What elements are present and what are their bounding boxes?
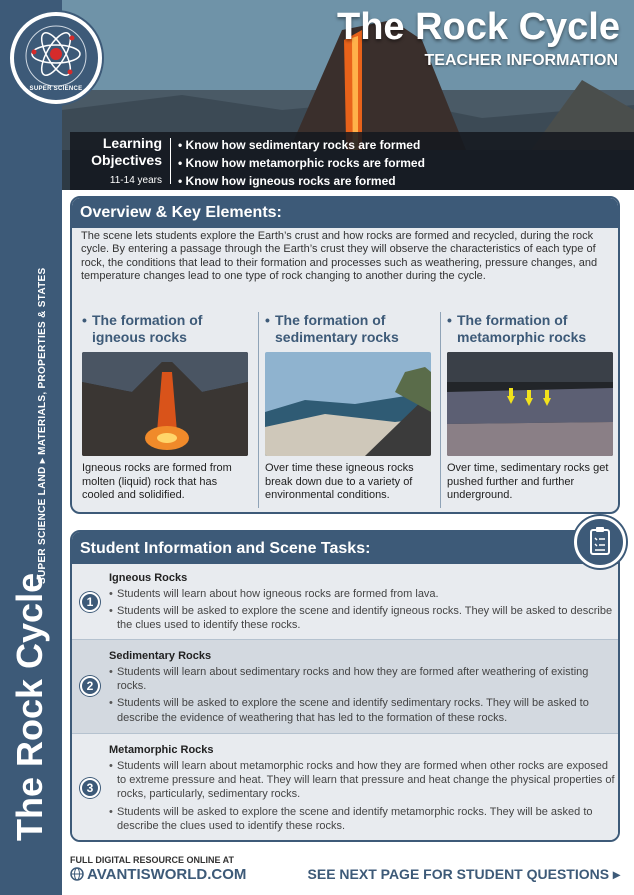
overview-columns — [72, 312, 618, 512]
objective-item: • Know how igneous rocks are formed — [178, 174, 396, 188]
sidebar-vertical-title: The Rock Cycle — [9, 572, 50, 841]
task-title: Metamorphic Rocks — [109, 744, 214, 756]
age-range: 11-14 years — [109, 175, 162, 186]
task-bullets — [109, 665, 615, 728]
overview-text: The scene lets students explore the Earth’s crust and how rocks are formed and recycled, during the rock cycle. By entering a passage through the Earth’s crust they will observe the characteristics of each type of rock, the conditions that lead to their formation and processes such as weathering, pressure changes, and temperature changes lead to one type of rock changing to another during the cycle. — [81, 230, 598, 282]
task-title: Sedimentary Rocks — [109, 650, 212, 662]
footer-label: FULL DIGITAL RESOURCE ONLINE AT — [70, 855, 234, 865]
website-link[interactable] — [70, 866, 246, 883]
clipboard-glyph — [577, 519, 623, 565]
task-metamorphic — [72, 734, 620, 842]
divider — [170, 138, 171, 184]
overview-panel — [70, 196, 620, 514]
objective-item: • Know how sedimentary rocks are formed — [178, 138, 421, 152]
task-number: 2 — [80, 676, 100, 696]
task-bullet: • Students will learn about how igneous rocks are formed from lava. — [109, 587, 615, 601]
column-divider — [440, 312, 441, 508]
volcano-image — [82, 352, 248, 456]
task-bullet: • Students will be asked to explore the scene and identify metamorphic rocks. They will be asked to describe the clues used to identify these rocks. — [109, 805, 615, 833]
clipboard-icon — [574, 516, 626, 568]
task-number: 1 — [80, 592, 100, 612]
learning-objectives — [70, 132, 634, 190]
column-caption: Igneous rocks are formed from molten (liquid) rock that has cooled and solidified. — [82, 462, 232, 501]
task-bullet: • Students will learn about sedimentary rocks and how they are formed after weathering of existing rocks. — [109, 665, 615, 693]
column-sedimentary — [265, 312, 431, 508]
column-heading: • The formation of metamorphic rocks — [447, 312, 613, 346]
task-sedimentary — [72, 640, 620, 734]
task-bullet: • Students will be asked to explore the scene and identify igneous rocks. They will be asked to describe the clues used to identify these rocks. — [109, 604, 615, 632]
sidebar — [0, 0, 62, 895]
column-heading: • The formation of igneous rocks — [82, 312, 248, 346]
column-caption: Over time these igneous rocks break down due to a variety of environmental conditions. — [265, 462, 414, 501]
metamorphic-image — [447, 352, 613, 456]
objectives-list — [178, 136, 425, 190]
igneous-image — [82, 352, 248, 456]
globe-icon — [70, 867, 84, 881]
header-banner — [62, 0, 634, 190]
objectives-label: Learning Objectives — [91, 135, 162, 168]
page-subtitle: TEACHER INFORMATION — [424, 52, 618, 69]
landscape-image — [265, 352, 431, 456]
page-title: The Rock Cycle — [337, 6, 620, 48]
super-science-logo — [10, 12, 102, 104]
column-caption: Over time, sedimentary rocks get pushed further and further underground. — [447, 462, 609, 501]
task-bullet: • Students will learn about metamorphic rocks and how they are formed when other rocks are exposed to extreme pressure and heat. They will learn that pressure and heat change the physical properties of rocks, particularly, sedimentary rocks. — [109, 759, 615, 802]
rock-layers-image — [447, 352, 613, 456]
tasks-title: Student Information and Scene Tasks: — [80, 540, 371, 557]
task-title: Igneous Rocks — [109, 572, 188, 584]
task-igneous — [72, 564, 620, 640]
tasks-panel — [70, 530, 620, 842]
task-bullets — [109, 587, 615, 636]
column-igneous — [82, 312, 248, 508]
column-divider — [258, 312, 259, 508]
sidebar-subtitle: SUPER SCIENCE LAND ▸ MATERIALS, PROPERTIES & STATES — [37, 267, 48, 584]
column-heading: • The formation of sedimentary rocks — [265, 312, 431, 346]
overview-header — [72, 198, 618, 228]
logo-text: SUPER SCIENCE — [29, 86, 83, 92]
sedimentary-image — [265, 352, 431, 456]
overview-title: Overview & Key Elements: — [80, 204, 282, 221]
column-metamorphic — [447, 312, 613, 508]
next-page-link[interactable]: SEE NEXT PAGE FOR STUDENT QUESTIONS ▸ — [307, 866, 620, 882]
objective-item: • Know how metamorphic rocks are formed — [178, 156, 425, 170]
task-number: 3 — [80, 778, 100, 798]
task-bullet: • Students will be asked to explore the scene and identify sedimentary rocks. They will be asked to describe the evidence of weathering that has led to the formation of these rocks. — [109, 696, 615, 724]
task-bullets — [109, 759, 615, 836]
website-link-text[interactable]: AVANTISWORLD.COM — [87, 866, 247, 883]
tasks-header — [72, 532, 618, 564]
